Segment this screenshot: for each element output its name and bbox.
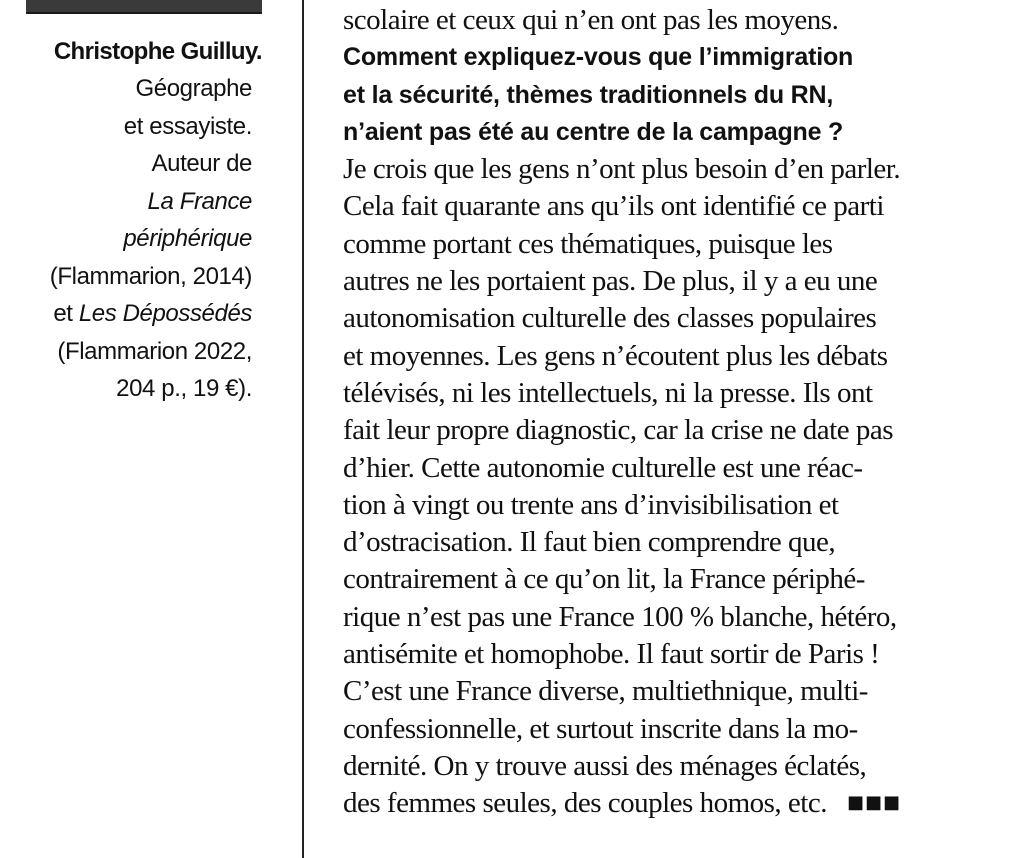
book-title-line: périphérique xyxy=(123,225,252,252)
answer-text: des femmes seules, des couples homos, etc. xyxy=(343,787,827,820)
question-line: n’aient pas été au centre de la campagne ? xyxy=(343,117,844,146)
bio-line xyxy=(0,295,286,333)
bio-line: (Flammarion, 2014) xyxy=(49,262,252,290)
question-line: Comment expliquez-vous que l’immigration xyxy=(343,43,854,72)
answer-line: rique n’est pas une France 100 % blanche, hétéro, xyxy=(343,600,897,633)
bio-line: Géographe xyxy=(135,75,252,102)
author-photo xyxy=(26,0,262,14)
book-title: Les Dépossédés xyxy=(78,300,252,327)
article-column xyxy=(343,2,1003,823)
bio-conjunction: et xyxy=(53,300,79,327)
bio-line: (Flammarion 2022, xyxy=(57,337,252,365)
author-bio xyxy=(0,34,286,408)
answer-line: contrairement à ce qu’on lit, la France périphé- xyxy=(343,563,865,596)
answer-line: scolaire et ceux qui n’en ont pas les moyens. xyxy=(343,4,839,36)
end-of-article-mark: ■■■ xyxy=(846,791,901,813)
answer-line: fait leur propre diagnostic, car la crise ne date pas xyxy=(343,414,894,447)
bio-line: Auteur de xyxy=(151,150,252,177)
column-divider xyxy=(302,0,304,858)
bio-line: 204 p., 19 €). xyxy=(116,375,252,402)
author-name: Christophe Guilluy. xyxy=(53,38,262,65)
answer-line: et moyennes. Les gens n’écoutent plus les débats xyxy=(343,339,888,372)
answer-line: C’est une France diverse, multiethnique, multi- xyxy=(343,675,868,708)
answer-line: autres ne les portaient pas. De plus, il y a eu une xyxy=(343,265,878,298)
answer-line-last xyxy=(343,785,1003,822)
answer-line: télévisés, ni les intellectuels, ni la presse. Ils ont xyxy=(343,376,873,409)
answer-line: tion à vingt ou trente ans d’invisibilisation et xyxy=(343,488,839,521)
bio-line: et essayiste. xyxy=(123,112,252,140)
answer-line: antisémite et homophobe. Il faut sortir de Paris ! xyxy=(343,638,880,671)
book-title-line: La France xyxy=(147,187,252,215)
answer-line: dernité. On y trouve aussi des ménages éclatés, xyxy=(343,749,867,782)
answer-line: d’hier. Cette autonomie culturelle est une réac- xyxy=(343,451,863,484)
question-line: et la sécurité, thèmes traditionnels du RN, xyxy=(343,80,834,109)
answer-line: confessionnelle, et surtout inscrite dans la mo- xyxy=(343,712,858,745)
answer-line: comme portant ces thématiques, puisque les xyxy=(343,227,833,260)
answer-line: d’ostracisation. Il faut bien comprendre que, xyxy=(343,526,836,559)
answer-line: autonomisation culturelle des classes populaires xyxy=(343,302,877,335)
answer-line: Cela fait quarante ans qu’ils ont identifié ce parti xyxy=(343,190,884,223)
answer-line: Je crois que les gens n’ont plus besoin d’en parler. xyxy=(343,153,901,186)
